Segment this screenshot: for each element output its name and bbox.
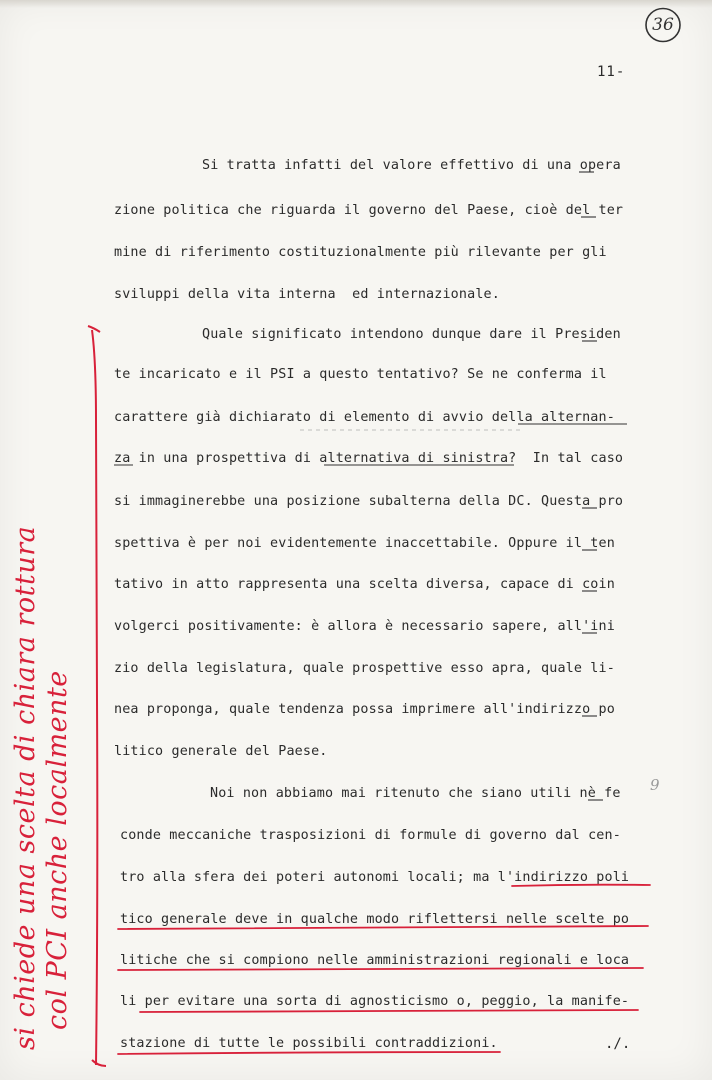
body-line-5: Quale significato intendono dunque dare il Presiden (202, 327, 621, 342)
body-line-17: conde meccaniche trasposizioni di formule di governo dal cen- (120, 828, 621, 843)
body-line-11: tativo in atto rappresenta una scelta diversa, capace di coin (114, 577, 615, 592)
body-line-2: zione politica che riguarda il governo del Paese, cioè del ter (114, 203, 624, 218)
body-line-7: carattere già dichiarato di elemento di avvio della alternan- (114, 410, 615, 425)
margin-note-line-2: col PCI anche localmente (42, 670, 73, 1030)
archive-number-text: 36 (652, 15, 674, 35)
body-line-3: mine di riferimento costituzionalmente più rilevante per gli (114, 245, 607, 260)
pencil-mark: 9 (650, 776, 660, 794)
body-line-10: spettiva è per noi evidentemente inaccettabile. Oppure il ten (114, 536, 615, 551)
body-line-19: tico generale deve in qualche modo riflettersi nelle scelte po (120, 912, 630, 927)
body-line-13: zio della legislatura, quale prospettive esso apra, quale li- (114, 661, 615, 676)
body-line-22: stazione di tutte le possibili contraddizioni. (120, 1036, 498, 1051)
body-line-1: Si tratta infatti del valore effettivo di una opera (202, 158, 621, 173)
body-line-8: za in una prospettiva di alternativa di sinistra? In tal caso (114, 451, 624, 466)
body-line-21: li per evitare una sorta di agnosticismo o, peggio, la manife- (120, 994, 630, 1009)
body-line-12: volgerci positivamente: è allora è necessario sapere, all'ini (114, 619, 615, 634)
body-line-16: Noi non abbiamo mai ritenuto che siano utili nè fe (210, 786, 621, 801)
body-line-6: te incaricato e il PSI a questo tentativo? Se ne conferma il (114, 367, 607, 382)
body-line-15: litico generale del Paese. (114, 744, 328, 759)
body-line-4: sviluppi della vita interna ed internazionale. (114, 287, 500, 302)
margin-note-line-1: si chiede una scelta di chiara rottura (10, 525, 41, 1050)
end-mark: ./. (605, 1036, 631, 1052)
page-number: 11- (597, 64, 626, 80)
body-line-20: litiche che si compiono nelle amministrazioni regionali e loca (120, 953, 630, 968)
body-line-18: tro alla sfera dei poteri autonomi locali; ma l'indirizzo poli (120, 870, 630, 885)
body-line-9: si immaginerebbe una posizione subalterna della DC. Questa pro (114, 494, 624, 509)
body-line-14: nea proponga, quale tendenza possa imprimere all'indirizzo po (114, 702, 615, 717)
